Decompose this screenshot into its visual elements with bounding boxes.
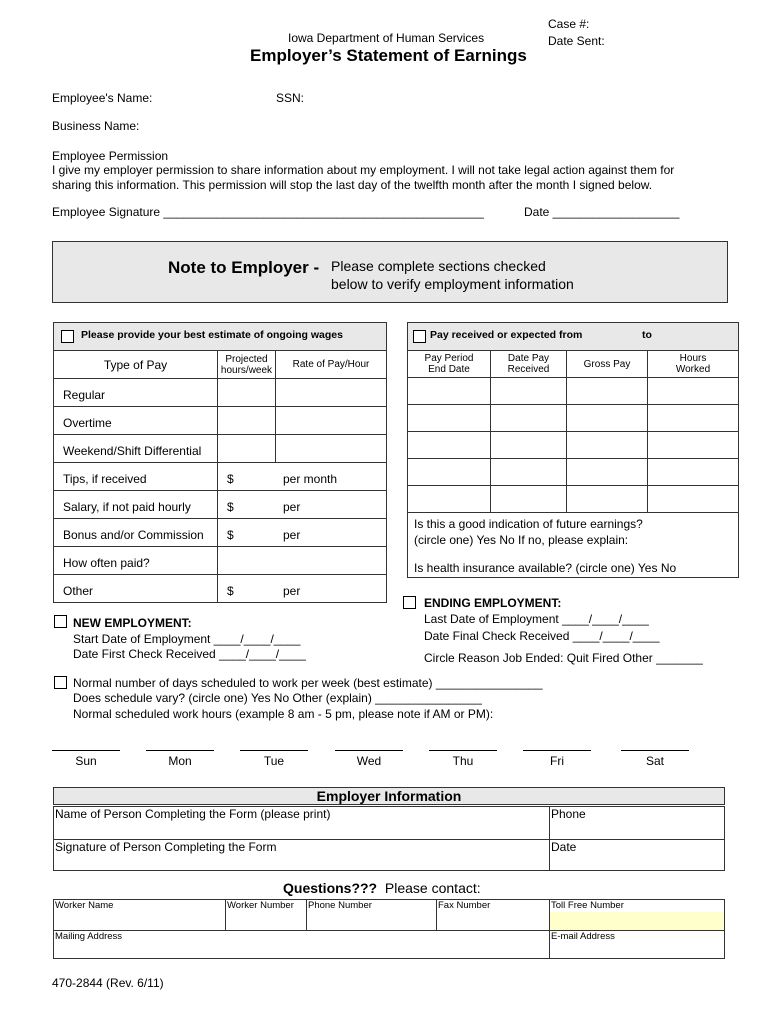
weekday-label: Wed (356, 754, 382, 768)
projected-hours-field[interactable] (218, 379, 276, 407)
pay-cell[interactable] (567, 459, 648, 486)
pay-cell[interactable] (567, 405, 648, 432)
pay-col-header: Pay Period End Date (408, 351, 491, 378)
wage-row (54, 547, 387, 575)
new-employment-title: NEW EMPLOYMENT: (73, 616, 192, 630)
reason-job-ended[interactable]: Circle Reason Job Ended: Quit Fired Other _______ (424, 651, 703, 665)
wage-row (54, 407, 387, 435)
wage-type: Tips, if received (54, 463, 218, 491)
schedule-checkbox[interactable] (54, 676, 67, 689)
pay-cell[interactable] (648, 405, 739, 432)
pay-cell[interactable] (567, 378, 648, 405)
wages-table (53, 350, 387, 603)
wage-amount-field[interactable]: $ per (218, 491, 387, 519)
worker-fax-field[interactable]: Fax Number (436, 899, 550, 931)
business-name-label: Business Name: (52, 119, 140, 133)
pay-row (408, 378, 739, 405)
wage-amount-field[interactable] (218, 547, 387, 575)
wage-type: Bonus and/or Commission (54, 519, 218, 547)
wage-type: Weekend/Shift Differential (54, 435, 218, 463)
wage-amount-field[interactable]: $ per (218, 575, 387, 603)
start-date-field[interactable]: Start Date of Employment ____/____/____ (73, 632, 301, 646)
ssn-label: SSN: (276, 91, 305, 105)
form-number: 470-2844 (Rev. 6/11) (52, 976, 164, 990)
date-sent-label: Date Sent: (548, 34, 605, 48)
day-hours-field[interactable] (52, 750, 120, 751)
pay-questions: Is this a good indication of future earnings? (circle one) Yes No If no, please explain: Is health insurance available? (circle one) Yes No (408, 513, 739, 578)
pay-cell[interactable] (491, 486, 567, 513)
first-check-field[interactable]: Date First Check Received ____/____/____ (73, 647, 306, 661)
employer-phone-field[interactable]: Phone (549, 806, 725, 840)
pay-cell[interactable] (408, 432, 491, 459)
pay-cell[interactable] (408, 486, 491, 513)
case-number-label: Case #: (548, 17, 590, 31)
day-hours-field[interactable] (429, 750, 497, 751)
day-hours-field[interactable] (240, 750, 308, 751)
pay-col-header: Hours Worked (648, 351, 739, 378)
note-title: Note to Employer - (168, 258, 320, 277)
pay-row (408, 405, 739, 432)
rate-field[interactable] (276, 379, 387, 407)
pay-header-label: Pay received or expected from (430, 329, 583, 341)
pay-cell[interactable] (491, 432, 567, 459)
person-signature-field[interactable]: Signature of Person Completing the Form (53, 839, 550, 871)
weekday-label: Tue (263, 754, 285, 768)
pay-cell[interactable] (648, 432, 739, 459)
wages-header-label: Please provide your best estimate of ongoing wages (81, 329, 343, 341)
weekday-label: Mon (168, 754, 192, 768)
wage-type: Regular (54, 379, 218, 407)
wage-type: Other (54, 575, 218, 603)
pay-cell[interactable] (408, 378, 491, 405)
employer-info-header (53, 787, 725, 805)
wage-amount-field[interactable]: $ per month (218, 463, 387, 491)
last-date-field[interactable]: Last Date of Employment ____/____/____ (424, 612, 649, 626)
employee-date-field[interactable]: Date ___________________ (524, 205, 680, 219)
day-hours-field[interactable] (621, 750, 689, 751)
pay-cell[interactable] (491, 378, 567, 405)
weekday-label: Fri (550, 754, 564, 768)
day-hours-field[interactable] (523, 750, 591, 751)
ending-employment-checkbox[interactable] (403, 596, 416, 609)
pay-cell[interactable] (408, 405, 491, 432)
pay-cell[interactable] (567, 432, 648, 459)
pay-cell[interactable] (567, 486, 648, 513)
day-hours-field[interactable] (146, 750, 214, 751)
employer-date-field[interactable]: Date (549, 839, 725, 871)
pay-to-label: to (642, 329, 652, 341)
new-employment-checkbox[interactable] (54, 615, 67, 628)
form-title: Employer’s Statement of Earnings (250, 46, 527, 65)
wage-row (54, 575, 387, 603)
rate-field[interactable] (276, 435, 387, 463)
wage-amount-field[interactable]: $ per (218, 519, 387, 547)
worker-phone-field[interactable]: Phone Number (306, 899, 437, 931)
weekday-label: Thu (452, 754, 474, 768)
pay-checkbox[interactable] (413, 330, 426, 343)
toll-free-field[interactable]: Toll Free Number (549, 899, 725, 931)
employer-info-title: Employer Information (316, 788, 462, 804)
pay-row (408, 432, 739, 459)
pay-cell[interactable] (648, 378, 739, 405)
wages-header (53, 322, 387, 351)
ending-employment-title: ENDING EMPLOYMENT: (424, 596, 562, 610)
permission-title: Employee Permission (52, 149, 169, 163)
projected-hours-field[interactable] (218, 435, 276, 463)
note-line-2: below to verify employment information (331, 276, 574, 292)
wage-row (54, 491, 387, 519)
person-name-field[interactable]: Name of Person Completing the Form (please print) (53, 806, 550, 840)
wage-type: Overtime (54, 407, 218, 435)
questions-title: Questions??? Please contact: (283, 880, 481, 896)
work-hours-label: Normal scheduled work hours (example 8 am - 5 pm, please note if AM or PM): (73, 707, 494, 721)
note-line-1: Please complete sections checked (331, 258, 546, 274)
pay-col-header: Gross Pay (567, 351, 648, 378)
wage-row (54, 435, 387, 463)
email-field[interactable]: E-mail Address (549, 930, 725, 959)
pay-cell[interactable] (648, 486, 739, 513)
pay-cell[interactable] (408, 459, 491, 486)
agency-name: Iowa Department of Human Services (288, 31, 485, 45)
pay-table (407, 350, 739, 578)
col-type-of-pay: Type of Pay (54, 351, 218, 379)
wage-type: How often paid? (54, 547, 218, 575)
projected-hours-field[interactable] (218, 407, 276, 435)
employee-signature-field[interactable]: Employee Signature ________________________________________________ (52, 205, 484, 219)
worker-number-field[interactable]: Worker Number (225, 899, 307, 931)
wage-row (54, 379, 387, 407)
wages-checkbox[interactable] (61, 330, 74, 343)
day-hours-field[interactable] (335, 750, 403, 751)
pay-header (407, 322, 739, 351)
note-to-employer (52, 241, 728, 303)
worker-name-field[interactable]: Worker Name (53, 899, 226, 931)
pay-row (408, 486, 739, 513)
pay-cell[interactable] (491, 459, 567, 486)
final-check-field[interactable]: Date Final Check Received ____/____/____ (424, 629, 660, 643)
pay-cell[interactable] (491, 405, 567, 432)
weekday-label: Sat (645, 754, 664, 768)
col-rate: Rate of Pay/Hour (276, 351, 387, 379)
permission-text-2: sharing this information. This permission will stop the last day of the twelfth month after the month I signed below. (52, 178, 653, 192)
wage-row (54, 519, 387, 547)
rate-field[interactable] (276, 407, 387, 435)
permission-text-1: I give my employer permission to share information about my employment. I will not take legal action against them for (52, 163, 675, 177)
schedule-vary-field[interactable]: Does schedule vary? (circle one) Yes No Other (explain) ________________ (73, 691, 482, 705)
wage-type: Salary, if not paid hourly (54, 491, 218, 519)
pay-col-header: Date Pay Received (491, 351, 567, 378)
days-per-week-field[interactable]: Normal number of days scheduled to work per week (best estimate) ________________ (73, 676, 543, 690)
pay-row (408, 459, 739, 486)
mailing-address-field[interactable]: Mailing Address (53, 930, 550, 959)
wage-row (54, 463, 387, 491)
pay-cell[interactable] (648, 459, 739, 486)
col-projected: Projected hours/week (218, 351, 276, 379)
employee-name-label: Employee's Name: (52, 91, 153, 105)
weekday-label: Sun (75, 754, 97, 768)
